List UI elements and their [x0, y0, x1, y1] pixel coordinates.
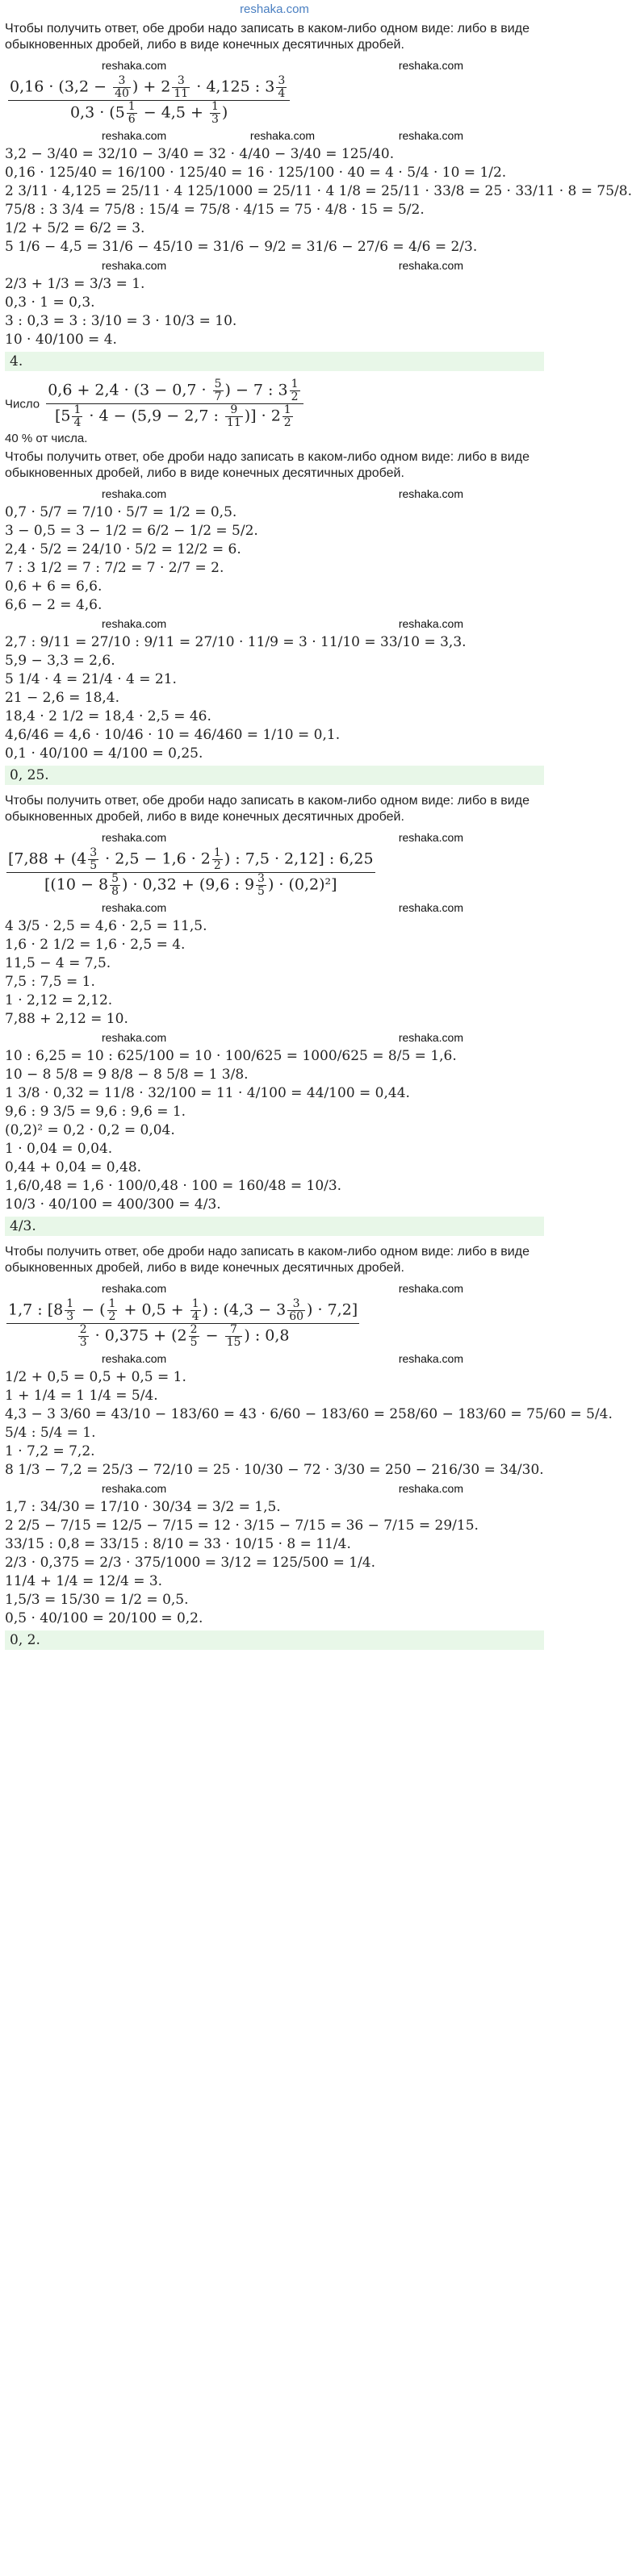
task-4-expression: 1,7 : [8 $\frac{1}{3}$ − ( $\frac{1}{2}$ + 0,5 + $\frac{1}{4}$ ) : (4,3 − 3 $\frac{3}{60}$ ) · 7,2] $\frac{2}{3}$ · 0,375 + (2 $\frac{2}{5}$ − $\frac{7}{15}$ ) : 0,8 [8, 1297, 358, 1349]
watermark-row [5, 127, 544, 144]
watermark: reshaka.com [398, 259, 463, 272]
watermark: reshaka.com [102, 1482, 167, 1495]
watermark: reshaka.com [398, 1352, 463, 1365]
calc-line: 0,5 · 40/100 = 20/100 = 0,2. [5, 1610, 203, 1626]
calc-line: 75/8 : 3 3/4 = 75/8 : 15/4 = 75/8 · 4/15 = 75 · 4/8 · 15 = 5/2. [5, 202, 425, 218]
watermark-row [5, 1350, 544, 1367]
watermark-row [5, 56, 544, 74]
watermark: reshaka.com [102, 831, 167, 844]
calc-line: 2,7 : 9/11 = 27/10 : 9/11 = 27/10 · 11/9 = 3 · 11/10 = 33/10 = 3,3. [5, 634, 467, 650]
calc-line: 0,6 + 6 = 6,6. [5, 578, 103, 595]
task-3-intro: Чтобы получить ответ, обе дроби надо записать в каком-либо одном виде: либо в виде обыкновенных дробей, либо в виде конечных десятичных дробей. [5, 794, 529, 824]
task-2-answer: 0, 25. [5, 766, 544, 785]
watermark: reshaka.com [398, 487, 463, 500]
calc-line: 1/2 + 5/2 = 6/2 = 3. [5, 220, 145, 236]
site-domain[interactable]: reshaka.com [240, 2, 309, 16]
calc-line: 1 · 2,12 = 2,12. [5, 992, 113, 1008]
watermark-row [5, 615, 544, 633]
watermark-row [5, 899, 544, 916]
calc-line: 1 · 7,2 = 7,2. [5, 1443, 95, 1459]
calc-line: 7,88 + 2,12 = 10. [5, 1011, 128, 1027]
watermark: reshaka.com [398, 617, 463, 630]
watermark: reshaka.com [398, 901, 463, 914]
task-1-answer: 4. [5, 352, 544, 371]
calc-line: 1,5/3 = 15/30 = 1/2 = 0,5. [5, 1592, 189, 1608]
watermark: reshaka.com [102, 617, 167, 630]
task-3-answer: 4/3. [5, 1217, 544, 1236]
task-2-intro: Чтобы получить ответ, обе дроби надо записать в каком-либо одном виде: либо в виде обыкновенных дробей, либо в виде конечных десятичных дробей. [5, 450, 529, 480]
calc-line: 2 2/5 − 7/15 = 12/5 − 7/15 = 12 · 3/15 − 7/15 = 36 − 7/15 = 29/15. [5, 1518, 479, 1534]
calc-line: 33/15 : 0,8 = 33/15 : 8/10 = 33 · 10/15 · 8 = 11/4. [5, 1536, 351, 1552]
task-3 [0, 790, 549, 1236]
watermark: reshaka.com [102, 1031, 167, 1044]
calc-line: 0,44 + 0,04 = 0,48. [5, 1159, 142, 1175]
calc-line: 2/3 + 1/3 = 3/3 = 1. [5, 276, 145, 292]
watermark: reshaka.com [102, 901, 167, 914]
task-3-expression: [7,88 + (4 $\frac{3}{5}$ · 2,5 − 1,6 · 2 $\frac{1}{2}$ ) : 7,5 · 2,12] : 6,25 [(10 − 8 $\frac{5}{8}$ ) · 0,32 + (9,6 : 9 $\frac{3}{5}$ ) · (0,2)²] [8, 846, 374, 898]
site-header[interactable] [0, 0, 549, 18]
task-1-expression: 0,16 · (3,2 − $\frac{3}{40}$ ) + 2 $\frac{3}{11}$ · 4,125 : 3 $\frac{3}{4}$ 0,3 · (5 $\frac{1}{6}$ − 4,5 + $\frac{1}{3}$ ) [5, 75, 544, 126]
calc-line: 1,6/0,48 = 1,6 · 100/0,48 · 100 = 160/48 = 10/3. [5, 1178, 342, 1194]
calc-line: 5 1/4 · 4 = 21/4 · 4 = 21. [5, 671, 177, 687]
watermark-row [5, 1280, 544, 1297]
watermark: reshaka.com [102, 129, 167, 142]
calc-line: 7,5 : 7,5 = 1. [5, 974, 95, 990]
calc-line: 3,2 − 3/40 = 32/10 − 3/40 = 32 · 4/40 − 3/40 = 125/40. [5, 146, 395, 162]
watermark: reshaka.com [398, 59, 463, 72]
task-2 [0, 376, 549, 785]
calc-line: 10 − 8 5/8 = 9 8/8 − 8 5/8 = 1 3/8. [5, 1067, 249, 1083]
calc-line: 8 1/3 − 7,2 = 25/3 − 72/10 = 25 · 10/30 − 72 · 3/30 = 250 − 216/30 = 34/30. [5, 1462, 544, 1478]
calc-line: 1 3/8 · 0,32 = 11/8 · 32/100 = 11 · 4/100 = 44/100 = 0,44. [5, 1085, 410, 1101]
calc-line: 5/4 : 5/4 = 1. [5, 1425, 96, 1441]
calc-line: 5 1/6 − 4,5 = 31/6 − 45/10 = 31/6 − 9/2 = 31/6 − 27/6 = 4/6 = 2/3. [5, 239, 478, 255]
calc-line: 10 : 6,25 = 10 : 625/100 = 10 · 100/625 = 1000/625 = 8/5 = 1,6. [5, 1048, 457, 1064]
calc-line: 1,6 · 2 1/2 = 1,6 · 2,5 = 4. [5, 937, 186, 953]
calc-line: 9,6 : 9 3/5 = 9,6 : 9,6 = 1. [5, 1104, 186, 1120]
task-1 [0, 18, 632, 371]
watermark: reshaka.com [398, 831, 463, 844]
calc-line: 7 : 3 1/2 = 7 : 7/2 = 7 · 2/7 = 2. [5, 560, 224, 576]
task-4-intro: Чтобы получить ответ, обе дроби надо записать в каком-либо одном виде: либо в виде обыкновенных дробей, либо в виде конечных десятичных дробей. [5, 1245, 529, 1275]
calc-line: 4 3/5 · 2,5 = 4,6 · 2,5 = 11,5. [5, 918, 207, 934]
calc-line: 1 + 1/4 = 1 1/4 = 5/4. [5, 1388, 158, 1404]
calc-line: 6,6 − 2 = 4,6. [5, 597, 103, 613]
watermark-row [5, 829, 544, 846]
watermark-row [5, 1480, 544, 1497]
watermark-row [5, 257, 544, 274]
calc-line: 11/4 + 1/4 = 12/4 = 3. [5, 1573, 163, 1589]
calc-line: 21 − 2,6 = 18,4. [5, 690, 120, 706]
watermark: reshaka.com [398, 1282, 463, 1295]
watermark-row [5, 485, 544, 503]
task-2-prefix: Число [5, 397, 40, 411]
watermark: reshaka.com [398, 1031, 463, 1044]
watermark: reshaka.com [102, 1282, 167, 1295]
watermark: reshaka.com [398, 129, 463, 142]
calc-line: 18,4 · 2 1/2 = 18,4 · 2,5 = 46. [5, 708, 211, 724]
task-2-expression: Число 0,6 + 2,4 · (3 − 0,7 · $\frac{5}{7}$ ) − 7 : 3 $\frac{1}{2}$ [5 $\frac{1}{4}$ · 4 − (5,9 − 2,7 : $\frac{9}{11}$ )] · 2 $\frac{1}{2}$ [5, 378, 544, 429]
task-4 [0, 1241, 613, 1650]
calc-line: 4,3 − 3 3/60 = 43/10 − 183/60 = 43 · 6/60 − 183/60 = 258/60 − 183/60 = 75/60 = 5/4. [5, 1406, 613, 1422]
calc-line: 3 : 0,3 = 3 : 3/10 = 3 · 10/3 = 10. [5, 313, 237, 329]
calc-line: 0,3 · 1 = 0,3. [5, 294, 95, 311]
calc-line: 2 3/11 · 4,125 = 25/11 · 4 125/1000 = 25/11 · 4 1/8 = 25/11 · 33/8 = 25 · 33/11 · 8 = 75/8. [5, 183, 632, 199]
calc-line: 11,5 − 4 = 7,5. [5, 955, 111, 971]
calc-line: 2,4 · 5/2 = 24/10 · 5/2 = 12/2 = 6. [5, 541, 241, 557]
calc-line: 3 − 0,5 = 3 − 1/2 = 6/2 − 1/2 = 5/2. [5, 523, 258, 539]
calc-line: 5,9 − 3,3 = 2,6. [5, 653, 115, 669]
watermark: reshaka.com [398, 1482, 463, 1495]
calc-line: 0,16 · 125/40 = 16/100 · 125/40 = 16 · 125/100 · 40 = 4 · 5/4 · 10 = 1/2. [5, 165, 507, 181]
watermark: reshaka.com [102, 1352, 167, 1365]
calc-line: 1 · 0,04 = 0,04. [5, 1141, 113, 1157]
calc-line: 1/2 + 0,5 = 0,5 + 0,5 = 1. [5, 1369, 186, 1385]
task-4-answer: 0, 2. [5, 1630, 544, 1650]
calc-line: 0,7 · 5/7 = 7/10 · 5/7 = 1/2 = 0,5. [5, 504, 237, 520]
calc-line: 4,6/46 = 4,6 · 10/46 · 10 = 46/460 = 1/10 = 0,1. [5, 727, 341, 743]
watermark: reshaka.com [249, 129, 316, 142]
watermark: reshaka.com [102, 59, 167, 72]
calc-line: 10 · 40/100 = 4. [5, 332, 117, 348]
calc-line: 1,7 : 34/30 = 17/10 · 30/34 = 3/2 = 1,5. [5, 1499, 281, 1515]
watermark-row [5, 1029, 544, 1046]
watermark: reshaka.com [102, 259, 167, 272]
task-1-intro: Чтобы получить ответ, обе дроби надо записать в каком-либо одном виде: либо в виде обыкновенных дробей, либо в виде конечных десятичных дробей. [5, 22, 529, 52]
calc-line: (0,2)² = 0,2 · 0,2 = 0,04. [5, 1122, 175, 1138]
calc-line: 10/3 · 40/100 = 400/300 = 4/3. [5, 1196, 221, 1213]
watermark: reshaka.com [102, 487, 167, 500]
calc-line: 0,1 · 40/100 = 4/100 = 0,25. [5, 745, 203, 762]
calc-line: 2/3 · 0,375 = 2/3 · 375/1000 = 3/12 = 125/500 = 1/4. [5, 1555, 376, 1571]
task-2-suffix: 40 % от числа. [5, 432, 88, 445]
